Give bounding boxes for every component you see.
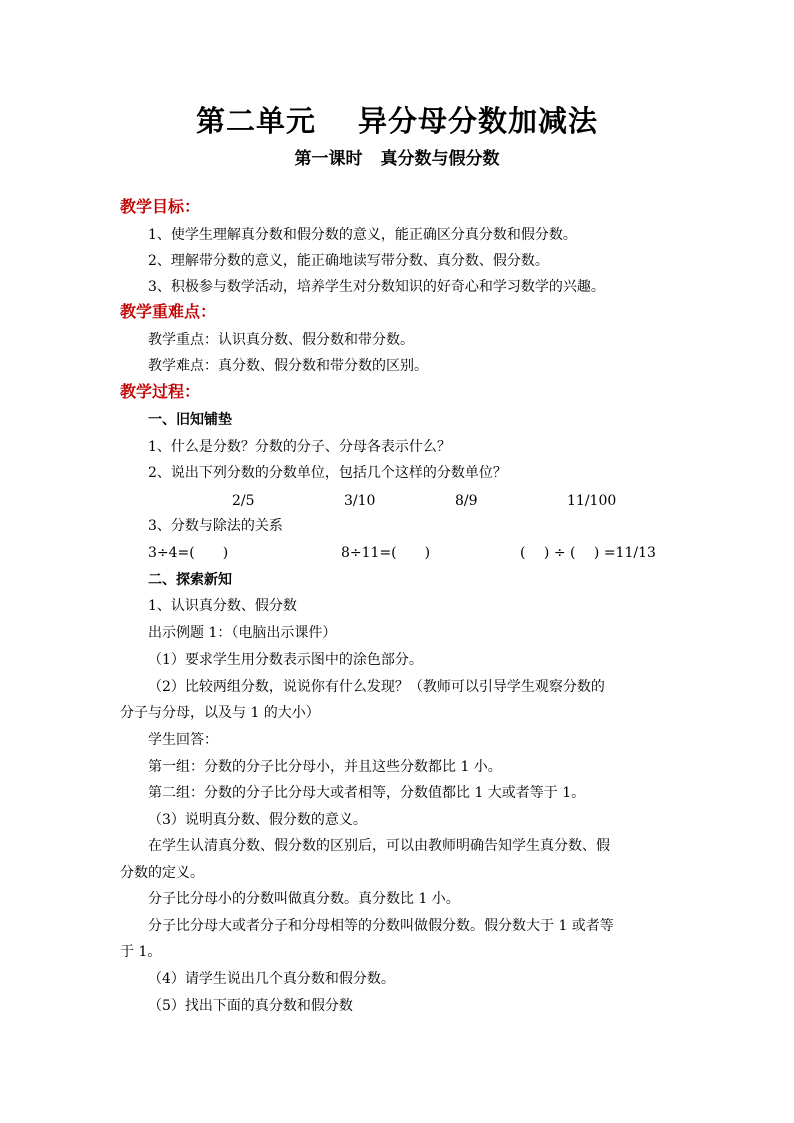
fraction-item: 8/9	[455, 493, 478, 509]
review-q2: 2、说出下列分数的分数单位，包括几个这样的分数单位？	[148, 465, 507, 481]
equation-1: 3÷4=( )	[148, 545, 229, 561]
explore-p9a: 在学生认清真分数、假分数的区别后，可以由教师明确告知学生真分数、假	[148, 838, 610, 854]
unit-label: 第二单元	[195, 104, 316, 138]
explore-p10: 分子比分母小的分数叫做真分数。真分数比 1 小。	[148, 891, 460, 907]
review-heading: 一、旧知铺垫	[148, 412, 232, 428]
explore-p3: （1）要求学生用分数表示图中的涂色部分。	[148, 652, 423, 668]
explore-p7: 第二组：分数的分子比分母大或者相等，分数值都比 1 大或者等于 1。	[148, 785, 586, 801]
equation-2: 8÷11=( )	[341, 545, 431, 561]
review-q1: 1、什么是分数？分数的分子、分母各表示什么？	[148, 439, 451, 455]
process-heading: 教学过程：	[120, 382, 201, 401]
explore-p9b: 分数的定义。	[120, 865, 204, 881]
lesson-title	[0, 144, 794, 169]
unit-topic: 异分母分数加减法	[358, 104, 599, 138]
explore-p6: 第一组：分数的分子比分母小，并且这些分数都比 1 小。	[148, 759, 502, 775]
goals-heading: 教学目标：	[120, 197, 201, 216]
fraction-item: 3/10	[344, 493, 376, 509]
explore-p11b: 于 1。	[120, 944, 162, 960]
key-point: 教学重点：认识真分数、假分数和带分数。	[148, 332, 414, 348]
explore-p1: 1、认识真分数、假分数	[148, 598, 297, 614]
explore-p12: （4）请学生说出几个真分数和假分数。	[148, 971, 395, 987]
explore-p4a: （2）比较两组分数，说说你有什么发现？（教师可以引导学生观察分数的	[148, 679, 605, 695]
explore-p4b: 分子与分母，以及与 1 的大小）	[120, 705, 320, 721]
explore-heading: 二、探索新知	[148, 572, 232, 588]
explore-p2: 出示例题 1：（电脑出示课件）	[148, 625, 337, 641]
fraction-item: 2/5	[232, 493, 255, 509]
explore-p8: （3）说明真分数、假分数的意义。	[148, 812, 367, 828]
difficult-point: 教学难点：真分数、假分数和带分数的区别。	[148, 358, 428, 374]
review-q3: 3、分数与除法的关系	[148, 518, 283, 534]
unit-title	[0, 99, 794, 140]
goal-2: 2、理解带分数的意义，能正确地读写带分数、真分数、假分数。	[148, 253, 549, 269]
equation-3: ( ) ÷ ( ) =11/13	[520, 545, 656, 561]
explore-p11a: 分子比分母大或者分子和分母相等的分数叫做假分数。假分数大于 1 或者等	[148, 918, 614, 934]
lesson-label: 第一课时	[294, 149, 363, 169]
lesson-topic: 真分数与假分数	[380, 149, 500, 169]
explore-p5: 学生回答：	[148, 732, 218, 748]
goal-1: 1、使学生理解真分数和假分数的意义，能正确区分真分数和假分数。	[148, 227, 577, 243]
goal-3: 3、积极参与数学活动，培养学生对分数知识的好奇心和学习数学的兴趣。	[148, 279, 605, 295]
key-heading: 教学重难点：	[120, 302, 217, 321]
explore-p13: （5）找出下面的真分数和假分数	[148, 998, 353, 1014]
fraction-item: 11/100	[567, 493, 617, 509]
